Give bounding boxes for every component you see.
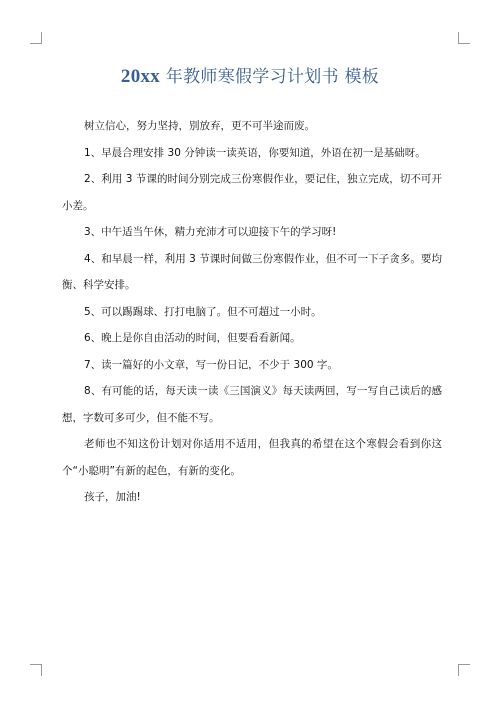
crop-mark-top-right — [458, 32, 470, 44]
paragraph-intro: 树立信心，努力坚持，别放弃，更不可半途而废。 — [84, 120, 315, 132]
paragraph-item-1: 1、早晨合理安排 30 分钟读一读英语，你要知道，外语在初一是基础呀。 — [84, 146, 426, 159]
crop-mark-bottom-left — [30, 664, 42, 676]
paragraph-item-3: 3、中午适当午休，精力充沛才可以迎接下午的学习呀! — [84, 226, 337, 238]
paragraph-item-6: 6、晚上是你自由活动的时间，但要看看新闻。 — [84, 332, 301, 344]
paragraph-item-8: 8、有可能的话，每天读一读《三国演义》每天读两回，写一写自己读后的感想，字数可多可少，但不能不写。 — [62, 385, 442, 424]
paragraph-item-7: 7、读一篇好的小文章，写一份日记，不少于 300 字。 — [84, 358, 338, 371]
paragraph-closing: 孩子，加油! — [84, 491, 141, 503]
paragraph-item-4: 4、和早晨一样，利用 3 节课时间做三份寒假作业，但不可一下子贪多。要均衡、科学安排。 — [62, 252, 442, 291]
crop-mark-bottom-right — [458, 664, 470, 676]
paragraph-item-5: 5、可以踢踢球、打打电脑了。但不可超过一小时。 — [84, 305, 322, 318]
paragraph-teacher-note: 老师也不知这份计划对你适用不适用，但我真的希望在这个寒假会看到你这个“小聪明”有新的起色，有新的变化。 — [62, 438, 442, 477]
crop-mark-top-left — [30, 32, 42, 44]
document-title — [0, 62, 500, 88]
paragraph-item-2: 2、利用 3 节课的时间分别完成三份寒假作业，要记住，独立完成，切不可开小差。 — [62, 173, 442, 212]
title-number: 20xx — [120, 66, 161, 87]
title-text: 年教师寒假学习计划书 模板 — [160, 67, 380, 87]
document-body — [62, 113, 442, 511]
